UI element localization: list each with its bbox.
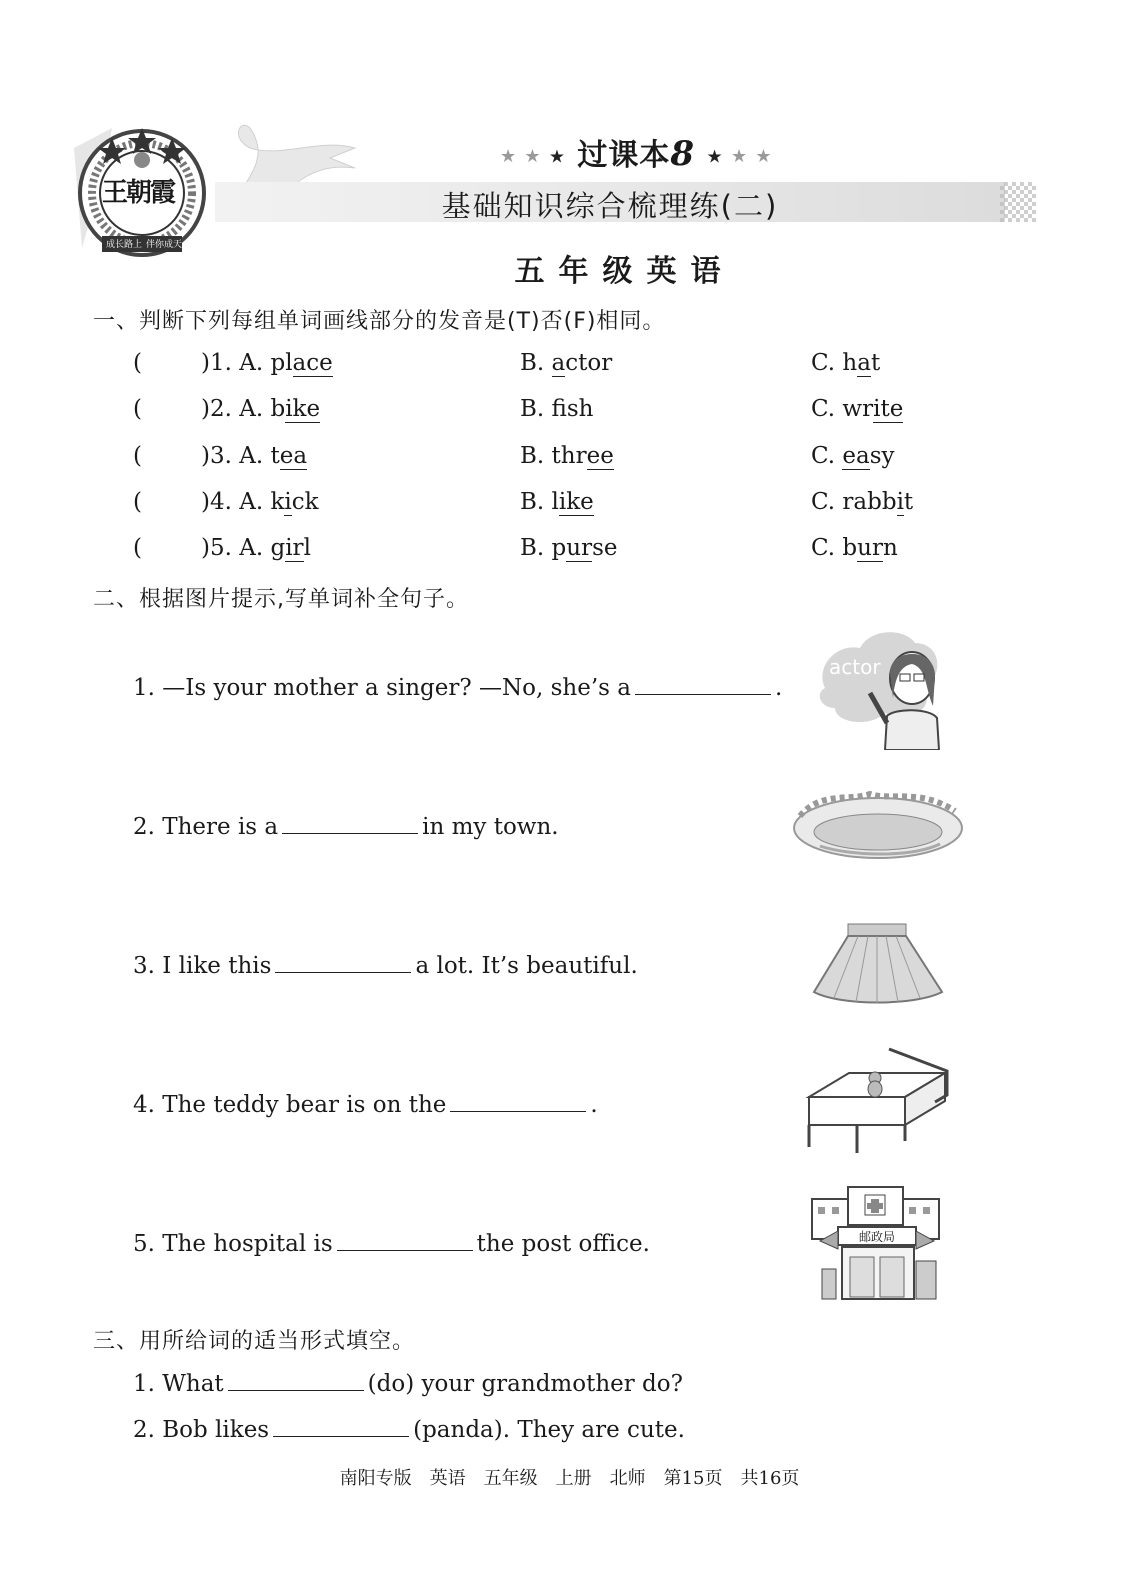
- s1-item-3: ( )3. A. tea B. three C. easy: [133, 443, 895, 469]
- answer-blank[interactable]: [228, 1370, 364, 1391]
- answer-paren[interactable]: (: [133, 396, 142, 422]
- option-b: B. fsh: [520, 396, 594, 422]
- answer-paren[interactable]: (: [133, 489, 142, 515]
- option-a: A. bike: [239, 396, 321, 422]
- s1-item-1: ( )1. A. place B. actor C. hat: [133, 350, 881, 376]
- option-b: B. like: [520, 489, 594, 515]
- option-b: B. three: [520, 443, 614, 469]
- s2-item-4: 4. The teddy bear is on the .: [133, 1092, 598, 1118]
- star-icons-right: ★ ★ ★: [706, 145, 773, 168]
- option-c: C. write: [811, 396, 904, 422]
- page-subtitle: 五年级英语: [514, 254, 735, 289]
- answer-blank[interactable]: [275, 952, 411, 973]
- answer-blank[interactable]: [450, 1091, 586, 1112]
- section3-title: 三、用所给词的适当形式填空。: [93, 1329, 416, 1354]
- option-c: C. easy: [811, 443, 895, 469]
- option-b: B. purse: [520, 535, 618, 561]
- answer-blank[interactable]: [337, 1230, 473, 1251]
- option-a: A. girl: [239, 535, 311, 561]
- s2-item-3: 3. I like this a lot. It’s beautiful.: [133, 953, 638, 979]
- page-footer: 南阳专版 英语 五年级 上册 北师 第15页 共16页: [339, 1468, 800, 1489]
- hospital-post-office-picture: [808, 1185, 943, 1303]
- s2-item-5: 5. The hospital is the post office.: [133, 1231, 650, 1257]
- option-c: C. hat: [811, 350, 881, 376]
- s1-item-2: ( )2. A. bike B. fsh C. write: [133, 396, 904, 422]
- answer-blank[interactable]: [635, 674, 771, 695]
- s3-item-1: 1. What (do) your grandmother do?: [133, 1371, 683, 1397]
- answer-paren[interactable]: (: [133, 535, 142, 561]
- actor-picture: [815, 628, 945, 750]
- logo-motto-left: 成长路上: [106, 240, 143, 250]
- option-b: B. actor: [520, 350, 613, 376]
- answer-paren[interactable]: (: [133, 443, 142, 469]
- option-a: A. kick: [239, 489, 319, 515]
- answer-blank[interactable]: [282, 813, 418, 834]
- s1-item-4: ( )4. A. kick B. like C. rabbit: [133, 489, 914, 515]
- s2-item-1: 1. —Is your mother a singer? —No, she’s a .: [133, 675, 783, 701]
- skirt-picture: [810, 920, 945, 1005]
- s1-item-5: ( )5. A. girl B. purse C. burn: [133, 535, 898, 561]
- post-office-sign: 邮政局: [858, 1230, 896, 1244]
- section2-title: 二、根据图片提示,写单词补全句子。: [93, 587, 469, 612]
- star-icons-left: ★ ★ ★: [500, 145, 566, 168]
- option-c: C. burn: [811, 535, 898, 561]
- lake-picture: [790, 786, 965, 864]
- bed-picture: [805, 1045, 950, 1155]
- actor-label: actor: [829, 655, 881, 679]
- option-a: A. tea: [239, 443, 308, 469]
- banner-checker-decoration: [1000, 182, 1036, 222]
- logo-motto-right: 伴你成天: [146, 240, 183, 250]
- option-a: A. place: [239, 350, 333, 376]
- section1-title: 一、判断下列每组单词画线部分的发音是(T)否(F)相同。: [93, 309, 666, 334]
- option-c: C. rabbit: [811, 489, 914, 515]
- page-title: 基础知识综合梳理练(二): [441, 189, 779, 223]
- s2-item-2: 2. There is a in my town.: [133, 814, 559, 840]
- logo-text: 王朝霞: [102, 178, 175, 208]
- answer-blank[interactable]: [273, 1416, 409, 1437]
- series-label: ★ ★ ★ 过课本8 ★ ★ ★: [500, 134, 773, 174]
- s3-item-2: 2. Bob likes (panda). They are cute.: [133, 1417, 685, 1443]
- answer-paren[interactable]: (: [133, 350, 142, 376]
